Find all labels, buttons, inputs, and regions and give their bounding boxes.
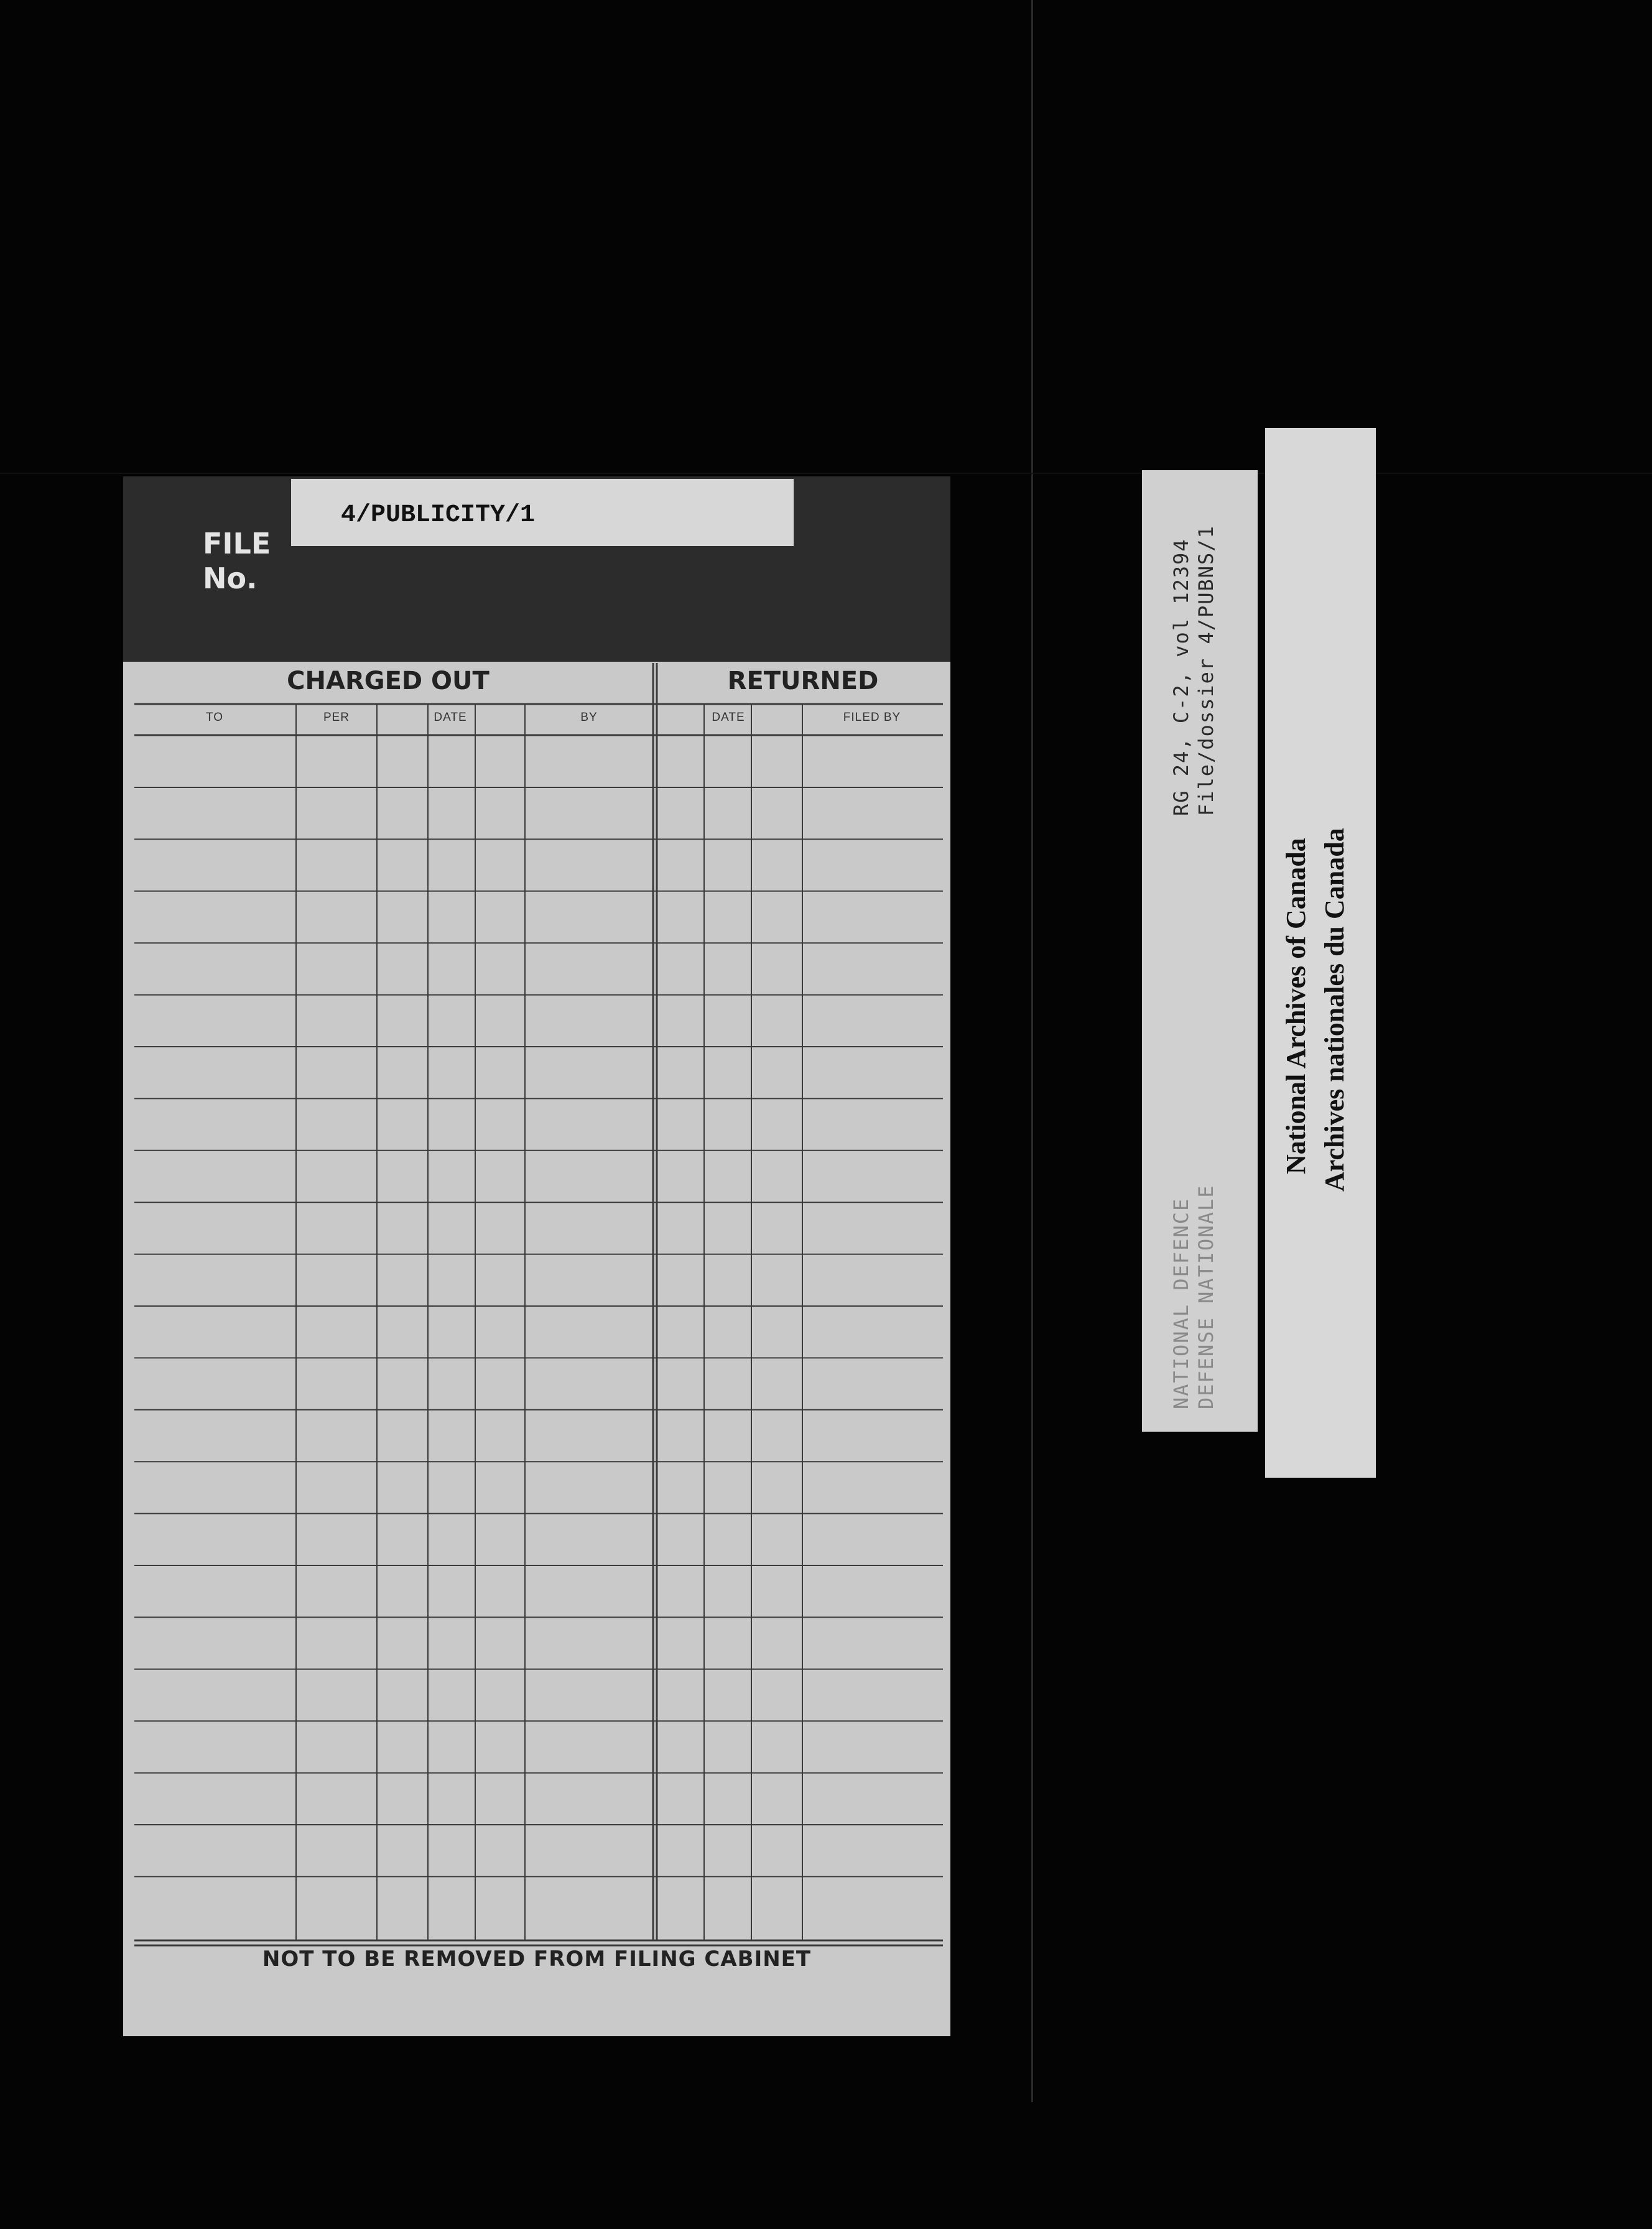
col-by: BY	[580, 711, 598, 724]
reference-label-strip	[1142, 470, 1258, 1432]
col-date-ret: DATE	[712, 711, 745, 724]
reference-line-2: File/dossier 4/PUBNS/1	[1194, 525, 1218, 816]
col-date-out: DATE	[434, 711, 467, 724]
file-number: 4/PUBLICITY/1	[341, 501, 536, 529]
col-per: PER	[323, 711, 350, 724]
file-charge-card	[123, 476, 950, 2036]
archives-name-en: National Archives of Canada	[1281, 838, 1311, 1174]
returned-heading: RETURNED	[727, 667, 879, 695]
file-number-label: FILE No.	[203, 527, 271, 595]
charged-out-heading: CHARGED OUT	[287, 667, 490, 695]
reference-line-1: RG 24, C-2, vol 12394	[1169, 538, 1193, 816]
department-line-2: DEFENSE NATIONALE	[1194, 1184, 1218, 1409]
card-footer: NOT TO BE REMOVED FROM FILING CABINET	[262, 1947, 812, 1972]
scan-fold-line	[1031, 0, 1033, 2102]
col-to: TO	[205, 711, 224, 724]
department-line-1: NATIONAL DEFENCE	[1169, 1197, 1193, 1409]
archives-label-strip	[1265, 428, 1376, 1478]
col-filed-by: FILED BY	[843, 711, 901, 724]
archives-name-fr: Archives nationales du Canada	[1319, 828, 1350, 1192]
scan-edge-line	[0, 473, 1652, 474]
